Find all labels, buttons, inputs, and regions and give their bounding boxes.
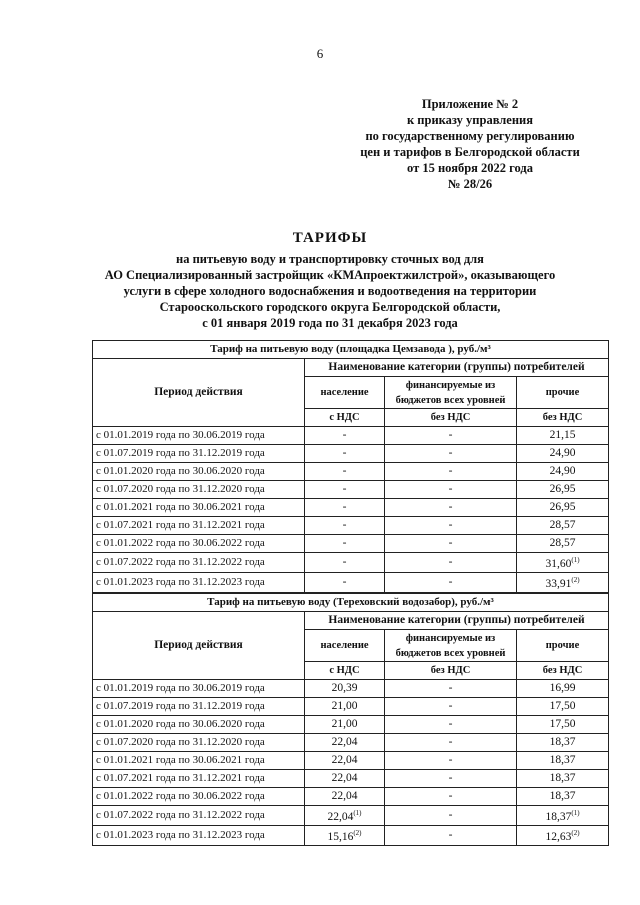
funded-cell-value: - [448,447,453,459]
funded-cell [385,517,517,535]
period-cell [93,517,305,535]
period-cell [93,427,305,445]
funded-cell [385,788,517,806]
population-column-header: население [305,630,385,662]
funded-cell [385,752,517,770]
population-cell [305,535,385,553]
period-cell-value: с 01.01.2019 года по 30.06.2019 года [96,429,265,441]
footnote-mark: (2) [353,828,362,837]
table-row [93,445,609,463]
period-cell [93,499,305,517]
footnote-mark: (1) [571,556,580,564]
other-cell-value: 26,95 [549,501,576,513]
table1-body [93,427,609,593]
other-cell [517,553,609,573]
other-cell-value: 18,37 [545,810,572,823]
population-cell [305,734,385,752]
subtitle-line: АО Специализированный застройщик «КМАпроектжилстрой», оказывающего [104,268,556,282]
population-cell [305,517,385,535]
funded-cell [385,481,517,499]
population-cell [305,806,385,826]
other-cell [517,445,609,463]
funded-cell-value: - [448,465,453,477]
table-row [93,680,609,698]
funded-cell-value: - [448,808,453,821]
other-cell [517,427,609,445]
population-cell-value: 15,16 [327,830,354,843]
subtitle-line: на питьевую воду и транспортировку сточных вод для [176,252,484,266]
table-row [93,553,609,573]
population-cell [305,445,385,463]
other-cell-value: 33,91 [545,577,572,590]
funded-cell-value: - [448,790,453,802]
period-cell [93,553,305,573]
other-cell [517,734,609,752]
population-cell-value: 22,04 [327,810,354,823]
population-cell-value: - [342,519,347,531]
unit-header: без НДС [517,662,609,680]
other-cell-value: 18,37 [549,772,576,784]
period-cell-value: с 01.01.2023 года по 31.12.2023 года [96,828,265,841]
tariff-table-cemzavod [92,340,609,593]
table-row [93,698,609,716]
table-row [93,535,609,553]
population-cell-value: 22,04 [331,754,358,766]
funded-cell [385,427,517,445]
funded-cell [385,572,517,592]
period-cell-value: с 01.07.2020 года по 31.12.2020 года [96,483,265,495]
population-cell [305,499,385,517]
population-cell [305,463,385,481]
table-caption: Тариф на питьевую воду (Тереховский водозабор), руб./м³ [93,594,609,612]
population-cell-value: - [342,429,347,441]
other-cell-value: 28,57 [549,537,576,549]
other-cell [517,680,609,698]
funded-cell [385,463,517,481]
unit-header: с НДС [305,409,385,427]
table-row [93,463,609,481]
period-cell-value: с 01.07.2022 года по 31.12.2022 года [96,555,265,568]
period-cell-value: с 01.07.2021 года по 31.12.2021 года [96,519,265,531]
other-cell-value: 17,50 [549,700,576,712]
period-cell [93,716,305,734]
table-row [93,481,609,499]
tariff-table-terekhovsky [92,593,609,846]
other-cell [517,572,609,592]
table-row [93,499,609,517]
population-cell-value: - [342,465,347,477]
other-column-header: прочие [517,377,609,409]
population-cell-value: 22,04 [331,772,358,784]
population-cell [305,770,385,788]
period-cell [93,445,305,463]
period-cell-value: с 01.07.2020 года по 31.12.2020 года [96,736,265,748]
population-cell-value: 20,39 [331,682,358,694]
period-cell-value: с 01.01.2022 года по 30.06.2022 года [96,790,265,802]
table-row [93,770,609,788]
other-cell [517,481,609,499]
other-cell-value: 18,37 [549,754,576,766]
other-cell [517,499,609,517]
other-cell-value: 16,99 [549,682,576,694]
funded-cell [385,716,517,734]
population-cell-value: - [342,447,347,459]
population-cell [305,680,385,698]
footnote-mark: (2) [571,575,580,584]
period-cell [93,680,305,698]
population-cell-value: - [342,575,347,588]
funded-cell-value: - [448,575,453,588]
population-cell [305,698,385,716]
page-number: 6 [316,46,324,61]
other-cell [517,806,609,826]
funded-cell [385,698,517,716]
other-cell [517,770,609,788]
period-header: Период действия [93,359,305,427]
period-cell-value: с 01.01.2020 года по 30.06.2020 года [96,465,265,477]
funded-cell-value: - [448,682,453,694]
funded-cell [385,445,517,463]
other-cell-value: 21,15 [549,429,576,441]
period-cell-value: с 01.01.2021 года по 30.06.2021 года [96,501,265,513]
table-row [93,788,609,806]
period-cell [93,463,305,481]
funded-cell-value: - [448,700,453,712]
population-cell-value: 22,04 [331,736,358,748]
footnote-mark: (1) [571,809,580,817]
other-cell [517,752,609,770]
other-cell [517,535,609,553]
period-cell [93,481,305,499]
appendix-line: № 28/26 [447,177,493,191]
other-cell-value: 31,60 [545,557,572,570]
appendix-block [340,96,600,192]
unit-header: с НДС [305,662,385,680]
footnote-mark: (1) [353,809,362,817]
other-cell [517,517,609,535]
period-cell [93,698,305,716]
population-cell [305,481,385,499]
table-caption: Тариф на питьевую воду (площадка Цемзавода ), руб./м³ [93,341,609,359]
table-row [93,806,609,826]
population-cell [305,572,385,592]
period-cell-value: с 01.01.2023 года по 31.12.2023 года [96,575,265,588]
funded-cell-value: - [448,736,453,748]
period-cell [93,825,305,845]
funded-cell [385,770,517,788]
funded-cell [385,680,517,698]
funded-cell-value: - [448,718,453,730]
population-cell [305,752,385,770]
other-cell-value: 26,95 [549,483,576,495]
other-column-header: прочие [517,630,609,662]
subtitle-line: услуги в сфере холодного водоснабжения и водоотведения на территории [123,284,537,298]
population-cell-value: 21,00 [331,700,358,712]
period-cell [93,806,305,826]
period-cell [93,752,305,770]
subtitle-line: Старооскольского городского округа Белгородской области, [159,300,501,314]
table-row [93,734,609,752]
population-cell-value: 22,04 [331,790,358,802]
population-cell [305,427,385,445]
period-cell-value: с 01.07.2021 года по 31.12.2021 года [96,772,265,784]
population-cell [305,788,385,806]
table-row [93,572,609,592]
funded-cell [385,825,517,845]
population-cell-value: - [342,483,347,495]
funded-column-header: финансируемые из бюджетов всех уровней [385,630,517,662]
funded-cell [385,499,517,517]
funded-cell-value: - [448,519,453,531]
funded-cell-value: - [448,772,453,784]
category-header: Наименование категории (группы) потребителей [305,359,609,377]
period-cell-value: с 01.01.2020 года по 30.06.2020 года [96,718,265,730]
period-cell [93,770,305,788]
population-cell [305,553,385,573]
other-cell-value: 18,37 [549,736,576,748]
funded-cell-value: - [448,754,453,766]
main-title: ТАРИФЫ [292,230,368,246]
population-cell [305,825,385,845]
period-cell-value: с 01.07.2019 года по 31.12.2019 года [96,700,265,712]
population-cell [305,716,385,734]
other-cell [517,788,609,806]
table-row [93,517,609,535]
other-cell-value: 17,50 [549,718,576,730]
footnote-mark: (2) [571,828,580,837]
other-cell-value: 12,63 [545,830,572,843]
appendix-line: по государственному регулированию [365,129,575,143]
other-cell-value: 24,90 [549,447,576,459]
unit-header: без НДС [385,662,517,680]
appendix-line: цен и тарифов в Белгородской области [360,145,580,159]
population-cell-value: - [342,555,347,568]
funded-cell [385,535,517,553]
table-row [93,427,609,445]
population-cell-value: - [342,501,347,513]
table2-body [93,680,609,846]
period-cell [93,734,305,752]
appendix-line: к приказу управления [406,113,534,127]
funded-cell-value: - [448,483,453,495]
period-cell [93,572,305,592]
funded-column-header: финансируемые из бюджетов всех уровней [385,377,517,409]
table-row [93,716,609,734]
other-cell-value: 28,57 [549,519,576,531]
funded-cell [385,553,517,573]
funded-cell-value: - [448,429,453,441]
other-cell-value: 24,90 [549,465,576,477]
appendix-line: от 15 ноября 2022 года [407,161,533,175]
funded-cell [385,806,517,826]
period-cell [93,535,305,553]
population-cell-value: - [342,537,347,549]
funded-cell [385,734,517,752]
funded-cell-value: - [448,828,453,841]
period-cell-value: с 01.07.2022 года по 31.12.2022 года [96,808,265,821]
appendix-line: Приложение № 2 [421,97,519,111]
population-column-header: население [305,377,385,409]
period-cell-value: с 01.01.2022 года по 30.06.2022 года [96,537,265,549]
population-cell-value: 21,00 [331,718,358,730]
table-row [93,825,609,845]
other-cell [517,698,609,716]
funded-cell-value: - [448,537,453,549]
other-cell-value: 18,37 [549,790,576,802]
table-row [93,752,609,770]
period-cell [93,788,305,806]
period-cell-value: с 01.01.2021 года по 30.06.2021 года [96,754,265,766]
period-cell-value: с 01.01.2019 года по 30.06.2019 года [96,682,265,694]
unit-header: без НДС [517,409,609,427]
other-cell [517,716,609,734]
document-title [80,230,580,331]
funded-cell-value: - [448,501,453,513]
period-header: Период действия [93,612,305,680]
other-cell [517,825,609,845]
funded-cell-value: - [448,555,453,568]
period-cell-value: с 01.07.2019 года по 31.12.2019 года [96,447,265,459]
unit-header: без НДС [385,409,517,427]
other-cell [517,463,609,481]
category-header: Наименование категории (группы) потребителей [305,612,609,630]
subtitle-line: с 01 января 2019 года по 31 декабря 2023 года [202,316,458,330]
